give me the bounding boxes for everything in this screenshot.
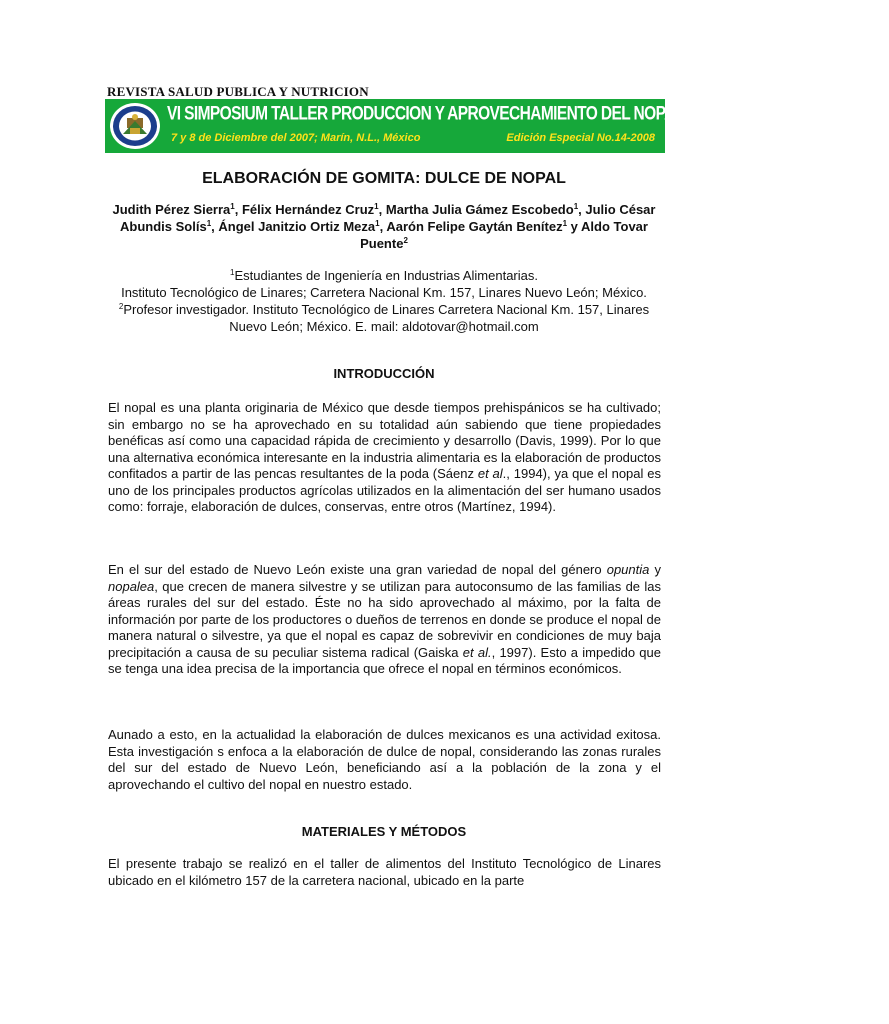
affiliation-text: Instituto Tecnológico de Linares; Carretera Nacional Km. 157, Linares Nuevo León; México. <box>121 285 647 300</box>
paragraph-methods-1 <box>108 856 661 889</box>
introduction-heading: INTRODUCCIÓN <box>333 366 435 381</box>
author-affiliation-mark: 1 <box>562 219 568 228</box>
banner-title: VI SIMPOSIUM TALLER PRODUCCION Y APROVECHAMIENTO DEL NOPAL EN EL NORESTE DE MÉXICO <box>167 103 889 125</box>
affiliation-line <box>108 267 660 284</box>
italic-text: et al <box>477 466 503 481</box>
affiliation-mark: 2 <box>118 302 124 311</box>
body-text: , 1997). Esto a impedido que se tenga una idea precisa de la importancia que ofrece el nopal en términos económicos. <box>108 644 661 676</box>
body-text: y <box>649 562 661 577</box>
banner-dates: 7 y 8 de Diciembre del 2007; Marín, N.L., México <box>171 132 421 144</box>
paragraph-intro-1 <box>108 400 661 516</box>
author-separator: , <box>379 219 387 234</box>
author-affiliation-mark: 1 <box>374 202 379 211</box>
banner-edition: Edición Especial No.14-2008 <box>506 132 655 144</box>
author-separator: , <box>211 219 219 234</box>
italic-text: nopalea <box>108 578 155 594</box>
affiliation-text: Estudiantes de Ingeniería en Industrias Alimentarias. <box>234 268 538 283</box>
author-separator: , <box>578 202 586 217</box>
author-name: Ángel Janitzio Ortiz Meza <box>218 219 376 234</box>
paragraph-intro-2 <box>108 562 661 678</box>
author-affiliation-mark: 2 <box>403 236 408 245</box>
author-name: Martha Julia Gámez Escobedo <box>385 202 574 217</box>
author-separator: , <box>378 202 386 217</box>
italic-text: opuntia <box>606 562 650 577</box>
paragraph-intro-3 <box>108 727 661 793</box>
author-affiliation-mark: 1 <box>206 219 212 228</box>
institution-seal-icon <box>108 101 162 151</box>
italic-text: et al. <box>462 644 492 660</box>
author-name: Judith Pérez Sierra <box>112 202 231 217</box>
author-list <box>108 201 660 252</box>
affiliation-line <box>108 301 660 335</box>
affiliation-text: Profesor investigador. Instituto Tecnológico de Linares Carretera Nacional Km. 157, Linares Nuevo León; México. E. mail: aldotovar@hotmail.com <box>123 302 650 334</box>
body-text: , que crecen de manera silvestre y se utilizan para autoconsumo de las familias de las áreas rurales del sur del estado. Éste no ha sido aprovechado al máximo, por la falta de información por parte de los productores o dueños de terrenos en donde se produce el nopal de manera natural o silvestre, ya que el nopal es capaz de sobrevivir en condiciones de muy baja precipitación a causa de su peculiar sistema radical (Gaiska <box>108 578 661 660</box>
body-text: El presente trabajo se realizó en el taller de alimentos del Instituto Tecnológico de Linares ubicado en el kilómetro 157 de la carretera nacional, ubicado en la parte <box>108 856 661 888</box>
author-name: Félix Hernández Cruz <box>241 202 375 217</box>
author-affiliation-mark: 1 <box>573 202 579 211</box>
affiliations <box>108 267 660 335</box>
author-separator: , <box>234 202 242 217</box>
symposium-banner <box>105 99 889 153</box>
author-name: Aldo Tovar Puente <box>360 219 648 251</box>
paper-title: ELABORACIÓN DE GOMITA: DULCE DE NOPAL <box>202 170 566 187</box>
methods-heading: MATERIALES Y MÉTODOS <box>301 824 467 839</box>
body-text: El nopal es una planta originaria de México que desde tiempos prehispánicos se ha cultivado; sin embargo no se ha aprovechado en su totalidad aún sabiendo que tiene propiedades benéficas así como una capacidad rápida de crecimiento y desarrollo (Davis, 1999). Por lo que una alternativa económica interesante en la industria alimentaria es la elaboración de productos confitados a partir de las pencas resultantes de la poda (Sáenz <box>108 400 661 481</box>
journal-header: REVISTA SALUD PUBLICA Y NUTRICION <box>107 84 369 99</box>
body-text: En el sur del estado de Nuevo León existe una gran variedad de nopal del género <box>108 562 607 577</box>
body-text: ., 1994), ya que el nopal es uno de los principales productos agrícolas utilizados en la alimentación del ser humano usados como: forraje, elaboración de dulces, conservas, entre otros (Martínez, 1994). <box>108 466 661 514</box>
affiliation-line <box>108 284 660 301</box>
author-name: Julio César Abundis Solís <box>120 202 656 234</box>
affiliation-mark: 1 <box>230 268 235 277</box>
author-affiliation-mark: 1 <box>375 219 380 228</box>
body-text: Aunado a esto, en la actualidad la elaboración de dulces mexicanos es una actividad exitosa. Esta investigación s enfoca a la elaboración de dulce de nopal, considerando las zonas rurales del sur del estado de Nuevo León, beneficiando así a la población de la zona y el aprovechando el cultivo del nopal en nuestro estado. <box>108 727 661 792</box>
author-affiliation-mark: 1 <box>230 202 235 211</box>
author-name: Aarón Felipe Gaytán Benítez <box>386 219 563 234</box>
author-separator: y <box>567 219 582 234</box>
